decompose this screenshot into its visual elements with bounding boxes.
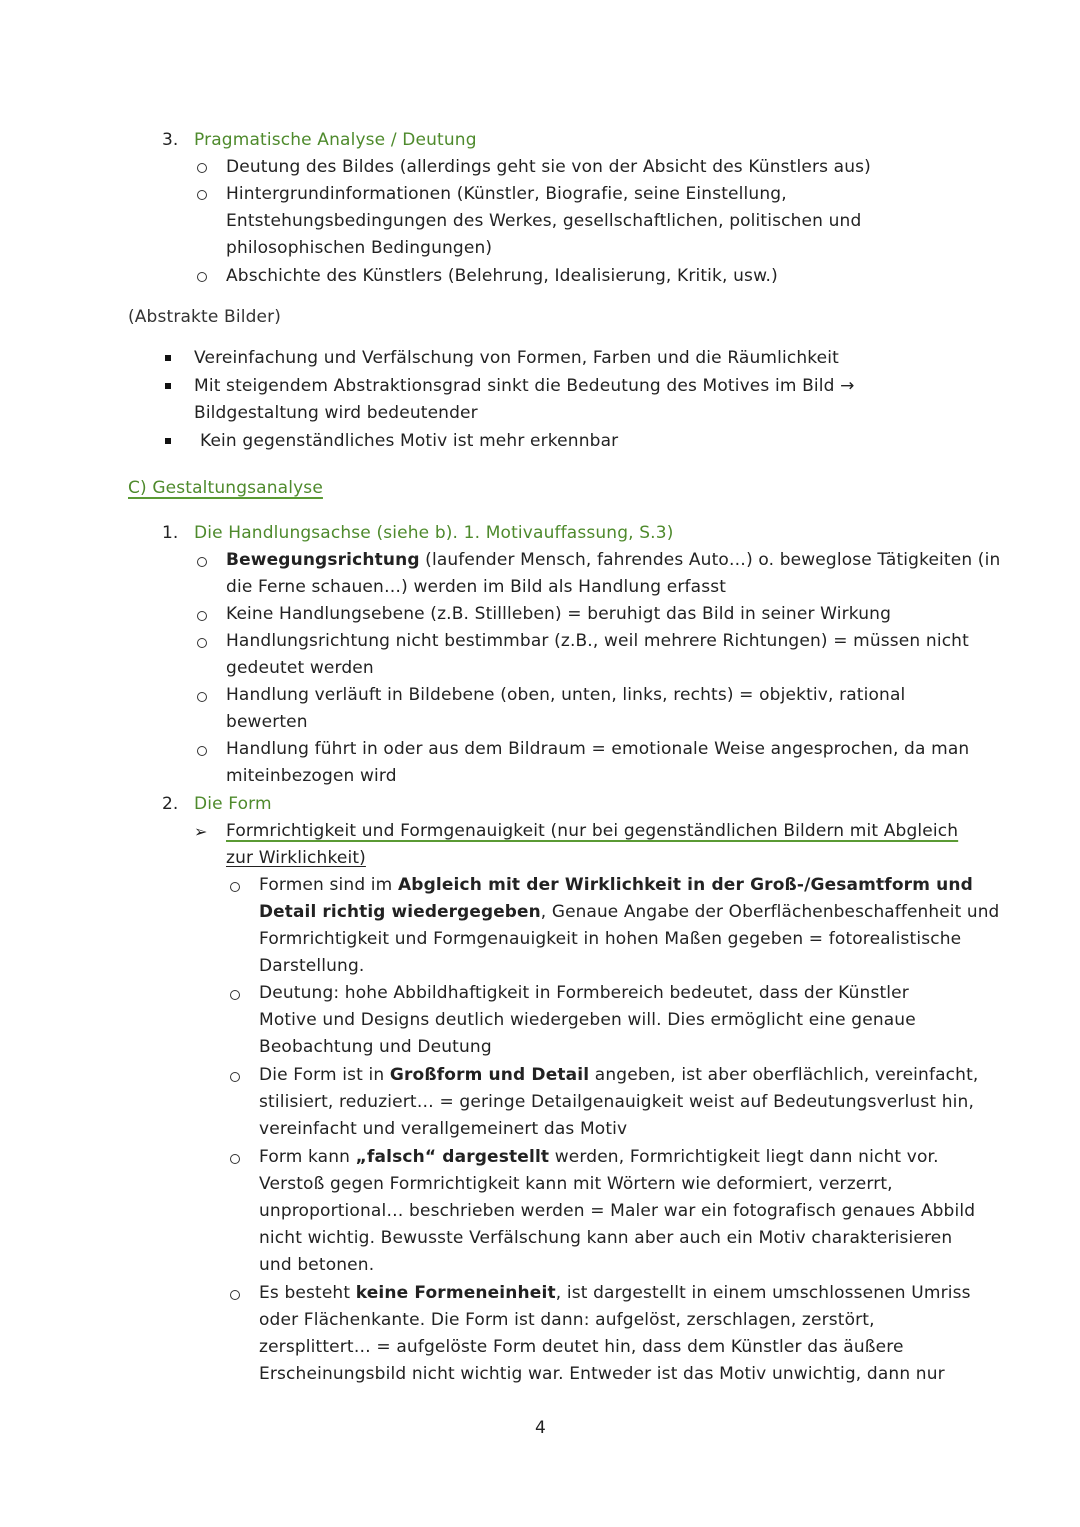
list-number: 3. <box>162 130 179 150</box>
list-item: Deutung des Bildes (allerdings geht sie von der Absicht des Künstlers aus) <box>226 157 871 177</box>
bold-term: keine Formeneinheit <box>355 1283 556 1303</box>
list-item <box>259 1062 978 1089</box>
list-item: Handlungsrichtung nicht bestimmbar (z.B., weil mehrere Richtungen) = müssen nicht <box>226 631 969 651</box>
bold-term: Detail richtig wiedergegeben <box>259 902 541 922</box>
bold-term: Abgleich mit der Wirklichkeit in der Groß-/Gesamtform und <box>397 875 973 895</box>
abstract-heading: (Abstrakte Bilder) <box>128 307 282 327</box>
list-item-continued: Entstehungsbedingungen des Werkes, gesellschaftlichen, politischen und <box>226 211 862 231</box>
list-item-continued: Bildgestaltung wird bedeutender <box>194 403 478 423</box>
list-item-continued: stilisiert, reduziert… = geringe Detailgenauigkeit weist auf Bedeutungsverlust hin, <box>259 1092 974 1112</box>
list-item-continued: und betonen. <box>259 1255 375 1275</box>
bold-term: Bewegungsrichtung <box>226 550 420 570</box>
bullet-icon <box>230 1154 240 1164</box>
list-item <box>226 547 1000 574</box>
text-span: , Genaue Angabe der Oberflächenbeschaffenheit und <box>540 902 1000 922</box>
list-item-continued: miteinbezogen wird <box>226 766 397 786</box>
bold-term: „falsch“ dargestellt <box>355 1147 550 1167</box>
list-item-continued: gedeutet werden <box>226 658 374 678</box>
list-item: Kein gegenständliches Motiv ist mehr erkennbar <box>200 431 619 451</box>
list-item-continued: die Ferne schauen…) werden im Bild als Handlung erfasst <box>226 577 727 597</box>
list-item-continued: vereinfacht und verallgemeinert das Motiv <box>259 1119 628 1139</box>
arrow-item-continued: zur Wirklichkeit) <box>226 848 366 868</box>
page-number: 4 <box>535 1418 546 1438</box>
bullet-icon <box>197 163 207 173</box>
list-item: Abschichte des Künstlers (Belehrung, Idealisierung, Kritik, usw.) <box>226 266 778 286</box>
square-bullet-icon <box>165 355 171 361</box>
list-item: Handlung führt in oder aus dem Bildraum = emotionale Weise angesprochen, da man <box>226 739 970 759</box>
list-item-continued: Verstoß gegen Formrichtigkeit kann mit Wörtern wie deformiert, verzerrt, <box>259 1174 893 1194</box>
list-item: Mit steigendem Abstraktionsgrad sinkt die Bedeutung des Motives im Bild → <box>194 376 855 396</box>
list-item-continued: unproportional… beschrieben werden = Maler war ein fotografisch genaues Abbild <box>259 1201 976 1221</box>
text-span: angeben, ist aber oberflächlich, vereinfacht, <box>589 1065 979 1085</box>
bullet-icon <box>197 611 207 621</box>
text-span: Form kann <box>259 1147 356 1167</box>
list-item-continued: Darstellung. <box>259 956 365 976</box>
bullet-icon <box>197 692 207 702</box>
text-span: werden, Formrichtigkeit liegt dann nicht vor. <box>549 1147 939 1167</box>
bullet-icon <box>230 990 240 1000</box>
bold-term: Großform und Detail <box>389 1065 590 1085</box>
square-bullet-icon <box>165 383 171 389</box>
list-item <box>259 872 973 899</box>
list-item-continued: bewerten <box>226 712 308 732</box>
bullet-icon <box>197 272 207 282</box>
list-item-continued: nicht wichtig. Bewusste Verfälschung kann aber auch ein Motiv charakterisieren <box>259 1228 953 1248</box>
list-item: Deutung: hohe Abbildhaftigkeit in Formbereich bedeutet, dass der Künstler <box>259 983 909 1003</box>
text-span: , ist dargestellt in einem umschlossenen Umriss <box>555 1283 971 1303</box>
list-item-continued <box>259 899 999 926</box>
subsection-title: Die Handlungsachse (siehe b). 1. Motivauffassung, S.3) <box>194 523 674 543</box>
list-number: 2. <box>162 794 179 814</box>
list-item: Keine Handlungsebene (z.B. Stillleben) = beruhigt das Bild in seiner Wirkung <box>226 604 892 624</box>
bullet-icon <box>230 882 240 892</box>
section-heading: C) Gestaltungsanalyse <box>128 478 323 498</box>
text-span: Die Form ist in <box>259 1065 390 1085</box>
list-item-continued: Motive und Designs deutlich wiedergeben will. Dies ermöglicht eine genaue <box>259 1010 916 1030</box>
list-item: Vereinfachung und Verfälschung von Formen, Farben und die Räumlichkeit <box>194 348 839 368</box>
bullet-icon <box>197 557 207 567</box>
list-item-continued: Formrichtigkeit und Formgenauigkeit in hohen Maßen gegeben = fotorealistische <box>259 929 962 949</box>
section-title: Pragmatische Analyse / Deutung <box>194 130 477 150</box>
list-item-continued: zersplittert… = aufgelöste Form deutet hin, dass dem Künstler das äußere <box>259 1337 904 1357</box>
list-item <box>259 1280 971 1307</box>
arrow-item: Formrichtigkeit und Formgenauigkeit (nur bei gegenständlichen Bildern mit Abgleich <box>226 821 959 841</box>
bullet-icon <box>197 746 207 756</box>
list-item-continued: philosophischen Bedingungen) <box>226 238 493 258</box>
arrow-bullet-icon: ➢ <box>194 822 208 841</box>
text-span: Formen sind im <box>259 875 398 895</box>
bullet-icon <box>197 190 207 200</box>
subsection-title: Die Form <box>194 794 272 814</box>
list-item-continued: Beobachtung und Deutung <box>259 1037 492 1057</box>
list-item: Hintergrundinformationen (Künstler, Biografie, seine Einstellung, <box>226 184 787 204</box>
bullet-icon <box>197 638 207 648</box>
bullet-icon <box>230 1072 240 1082</box>
list-item-continued: oder Flächenkante. Die Form ist dann: aufgelöst, zerschlagen, zerstört, <box>259 1310 875 1330</box>
text-span: Es besteht <box>259 1283 356 1303</box>
text-span: (laufender Mensch, fahrendes Auto…) o. beweglose Tätigkeiten (in <box>419 550 1001 570</box>
bullet-icon <box>230 1290 240 1300</box>
list-item-continued: Erscheinungsbild nicht wichtig war. Entweder ist das Motiv unwichtig, dann nur <box>259 1364 945 1384</box>
list-number: 1. <box>162 523 179 543</box>
list-item: Handlung verläuft in Bildebene (oben, unten, links, rechts) = objektiv, rational <box>226 685 906 705</box>
list-item <box>259 1144 939 1171</box>
square-bullet-icon <box>165 438 171 444</box>
